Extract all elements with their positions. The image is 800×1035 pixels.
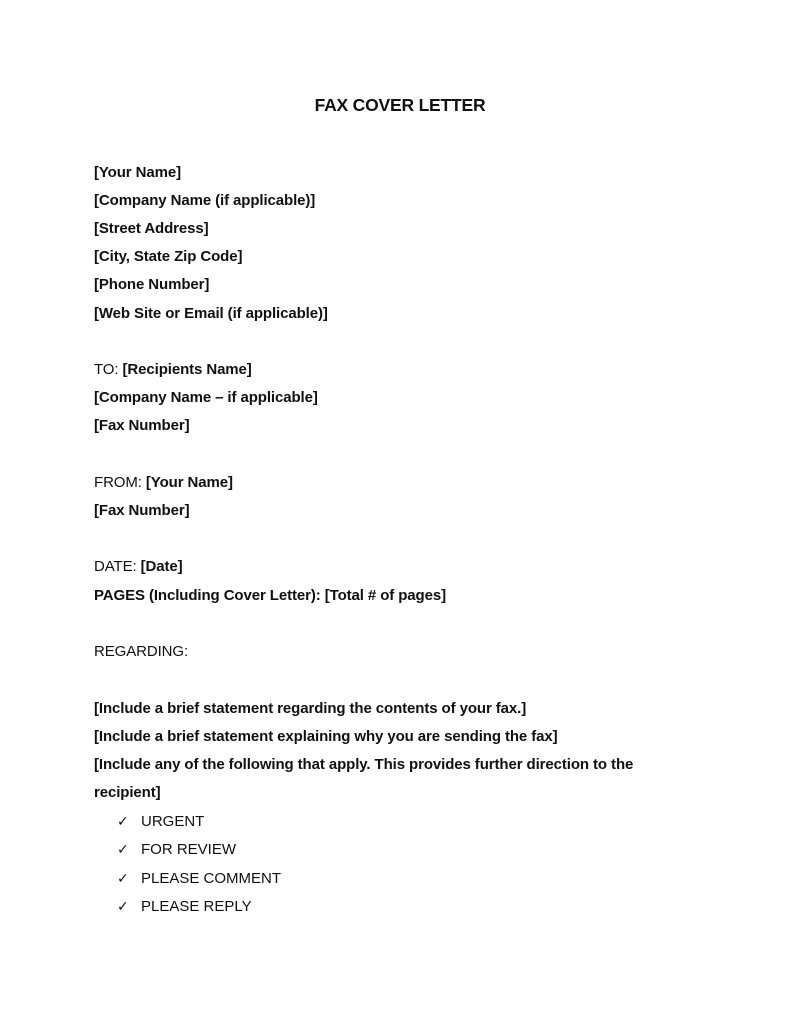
sender-web: [Web Site or Email (if applicable)] xyxy=(94,305,328,322)
regarding-label: REGARDING: xyxy=(94,643,189,660)
checklist-item-urgent xyxy=(117,811,204,832)
checklist-item-for-review xyxy=(117,839,236,860)
to-label: TO: xyxy=(94,361,119,378)
checkmark-icon: ✓ xyxy=(117,841,129,857)
sender-phone: [Phone Number] xyxy=(94,276,210,293)
checklist-item-please-reply xyxy=(117,896,252,917)
checkmark-icon: ✓ xyxy=(117,870,129,886)
checkmark-icon: ✓ xyxy=(117,813,129,829)
pages-line xyxy=(94,586,446,606)
to-company: [Company Name – if applicable] xyxy=(94,389,318,406)
sender-name: [Your Name] xyxy=(94,164,181,181)
to-line xyxy=(94,360,252,380)
checklist-label: FOR REVIEW xyxy=(141,841,237,858)
pages-label: PAGES (Including Cover Letter): xyxy=(94,587,321,604)
checklist-label: PLEASE REPLY xyxy=(141,898,252,915)
from-label: FROM: xyxy=(94,474,142,491)
date-label: DATE: xyxy=(94,558,137,575)
checklist-item-please-comment xyxy=(117,868,281,889)
sender-city: [City, State Zip Code] xyxy=(94,248,243,265)
sender-street: [Street Address] xyxy=(94,220,209,237)
pages-value: [Total # of pages] xyxy=(324,587,446,604)
checklist-label: URGENT xyxy=(141,813,205,830)
statement-direction-cont: recipient] xyxy=(94,784,161,801)
from-fax: [Fax Number] xyxy=(94,502,190,519)
to-fax: [Fax Number] xyxy=(94,417,190,434)
document-title: FAX COVER LETTER xyxy=(314,95,486,115)
checklist-label: PLEASE COMMENT xyxy=(141,870,282,887)
date-line xyxy=(94,557,183,577)
to-name: [Recipients Name] xyxy=(122,361,252,378)
date-value: [Date] xyxy=(140,558,183,575)
statement-contents: [Include a brief statement regarding the contents of your fax.] xyxy=(94,700,527,717)
checkmark-icon: ✓ xyxy=(117,898,129,914)
sender-company: [Company Name (if applicable)] xyxy=(94,192,316,209)
from-name: [Your Name] xyxy=(145,474,233,491)
statement-direction: [Include any of the following that apply. This provides further direction to the xyxy=(94,756,634,773)
statement-reason: [Include a brief statement explaining why you are sending the fax] xyxy=(94,728,558,745)
from-line xyxy=(94,473,233,493)
